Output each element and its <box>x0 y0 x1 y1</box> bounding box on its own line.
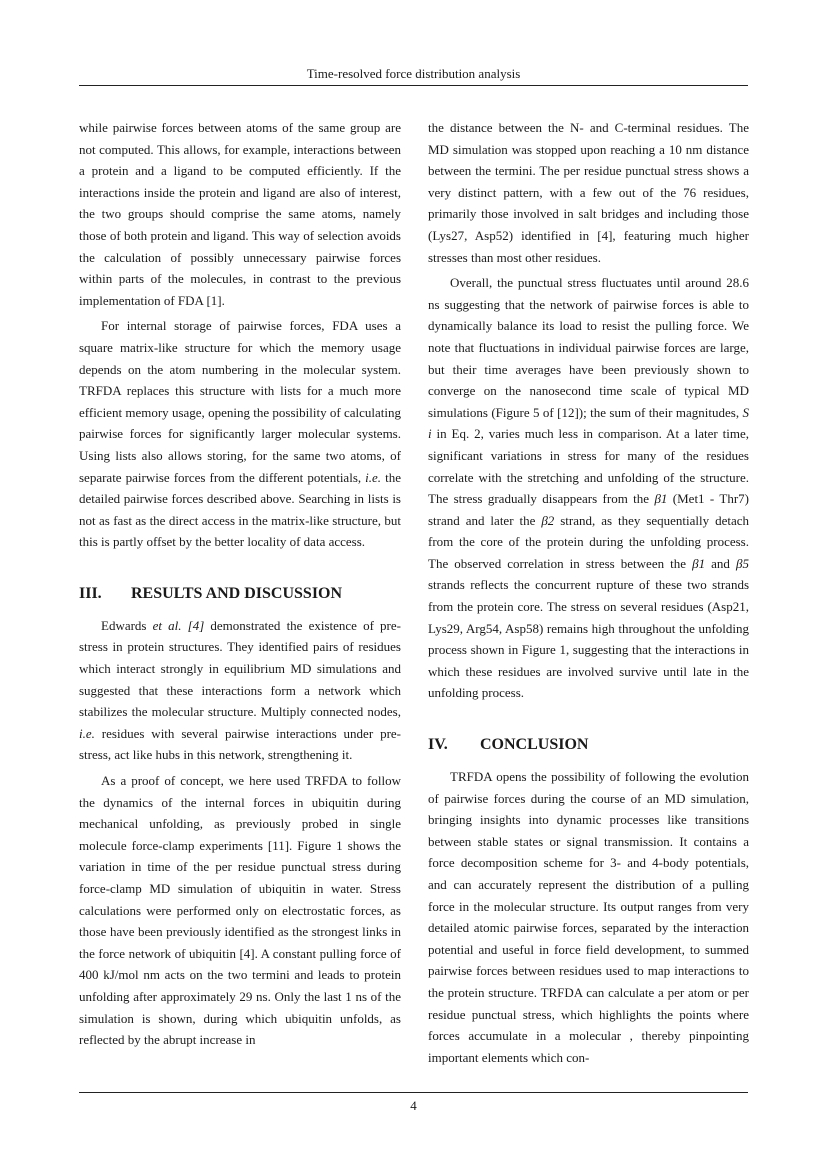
math-symbol: S i <box>428 404 749 442</box>
math-symbol: β5 <box>736 555 749 571</box>
running-header: Time-resolved force distribution analysis <box>306 66 521 81</box>
text-run: and <box>705 555 736 571</box>
text-run: in Eq. 2, varies much less in comparison. At a later time, significant variations in stress for many of the residues correlate with the stretching and unfolding of the structure. The stress gradually disappears from the <box>428 426 749 507</box>
math-symbol: β1 <box>654 491 668 507</box>
section-heading-results <box>79 583 401 605</box>
text-run: demonstrated the existence of pre-stress in protein structures. They identified pairs of residues which interact strongly in equilibrium MD simulations and suggested that these interactions form a network which stabilizes the molecular structure. Multiply connected nodes, <box>79 617 401 720</box>
text-run: strands reflects the concurrent rupture of these two strands from the protein core. The stress on several residues (Asp21, Lys29, Arg54, Asp58) remains high throughout the unfolding process shown in Figure 1, suggesting that the interactions in which these residues are involved survive until late in the unfolding process. <box>428 577 749 701</box>
paragraph-prestress <box>79 615 401 766</box>
math-symbol: β2 <box>541 512 555 528</box>
section-number: IV. <box>428 736 448 754</box>
header-rule <box>79 85 748 86</box>
section-heading-conclusion <box>428 734 749 756</box>
paragraph-proof-of-concept: As a proof of concept, we here used TRFDA to follow the dynamics of the internal forces in ubiquitin during mechanical unfolding, as previously probed in single molecule force-clamp experiments [11]. Figure 1 shows the variation in time of the per residue punctual stress during force-clamp MD simulation of ubiquitin in water. Stress calculations were performed only on electrostatic forces, as those have been previously identified as the strongest links in the force network of ubiquitin [4]. A constant pulling force of 400 kJ/mol nm acts on the two termini and leads to protein unfolding after approximately 29 ns. Only the last 1 ns of the simulation is shown, during which ubiquitin unfolds, as reflected by the abrupt increase in <box>79 773 401 1048</box>
left-column <box>79 117 401 1051</box>
paragraph-fda-groups: while pairwise forces between atoms of the same group are not computed. This allows, for example, interactions between a protein and a ligand to be computed efficiently. If the interactions inside the protein and ligand are also of interest, the two groups should comprise the same atoms, namely those of both protein and ligand. This way of selection avoids the calculation of possibly unnecessary pairwise forces within parts of the molecules, in contrast to the previous implementation of FDA [1]. <box>79 120 401 308</box>
text-run: strand, as they sequentially detach from the core of the protein during the unfolding process. The observed correlation in stress between the <box>428 512 749 571</box>
text-run: residues with several pairwise interactions under pre-stress, act like hubs in this network, strengthening it. <box>79 725 401 763</box>
paragraph-storage <box>79 315 401 553</box>
right-column <box>428 117 749 1068</box>
text-run: Overall, the punctual stress fluctuates until around 28.6 ns suggesting that the network of pairwise forces is able to dynamically balance its load to resist the pulling force. We note that fluctuations in individual pairwise forces are large, but their time averages have been previously shown to converge on the nanosecond time scale of typical MD simulations (Figure 5 of [12]); the sum of their magnitudes, <box>428 275 749 420</box>
section-number: III. <box>79 584 102 602</box>
paragraph-termini-distance: the distance between the N- and C-terminal residues. The MD simulation was stopped upon reaching a 10 nm distance between the termini. The per residue punctual stress shows a very distinct pattern, with a few out of the 76 residues, primarily those involved in salt bridges and including those (Lys27, Asp52) identified in [4], featuring much higher stresses than most other residues. <box>428 120 749 265</box>
text-run: the detailed pairwise forces described above. Searching in lists is not as fast as the direct access in the matrix-like structure, but this is partly offset by the better locality of data access. <box>79 469 401 550</box>
section-title: CONCLUSION <box>480 736 589 754</box>
math-symbol: β1 <box>692 555 706 571</box>
paragraph-conclusion: TRFDA opens the possibility of following the evolution of pairwise forces during the course of an MD simulation, bringing insights into dynamic processes like transitions between stable states or signal transmission. It contains a force decomposition scheme for 3- and 4-body potentials, and can accurately represent the distribution of a pulling force in the molecular structure. Its output ranges from very detailed atomic pairwise forces, separated by the interaction potential and useful in force field development, to summed pairwise forces between residues used to map interactions to the protein structure. TRFDA can calculate a per atom or per residue punctual stress, which highlights the points where forces accumulate in a molecular , thereby pinpointing important elements which con- <box>428 769 749 1065</box>
text-run: Edwards <box>101 617 153 633</box>
paragraph-punctual-stress <box>428 272 749 704</box>
text-run: (Met1 - Thr7) strand and later the <box>428 491 749 528</box>
footer-rule <box>79 1092 748 1093</box>
italic-citation: et al. [4] <box>152 617 205 633</box>
page-number: 4 <box>410 1098 417 1113</box>
section-title: RESULTS AND DISCUSSION <box>131 584 343 602</box>
italic-ie: i.e. <box>79 725 95 741</box>
text-run: For internal storage of pairwise forces, FDA uses a square matrix-like structure for which the memory usage depends on the atom numbering in the molecular system. TRFDA replaces this structure with lists for a much more efficient memory usage, opening the possibility of calculating pairwise forces for significantly larger molecular systems. Using lists also allows storing, for the same two atoms, of separate pairwise forces from the different potentials, <box>79 318 401 485</box>
italic-ie: i.e. <box>365 469 382 485</box>
